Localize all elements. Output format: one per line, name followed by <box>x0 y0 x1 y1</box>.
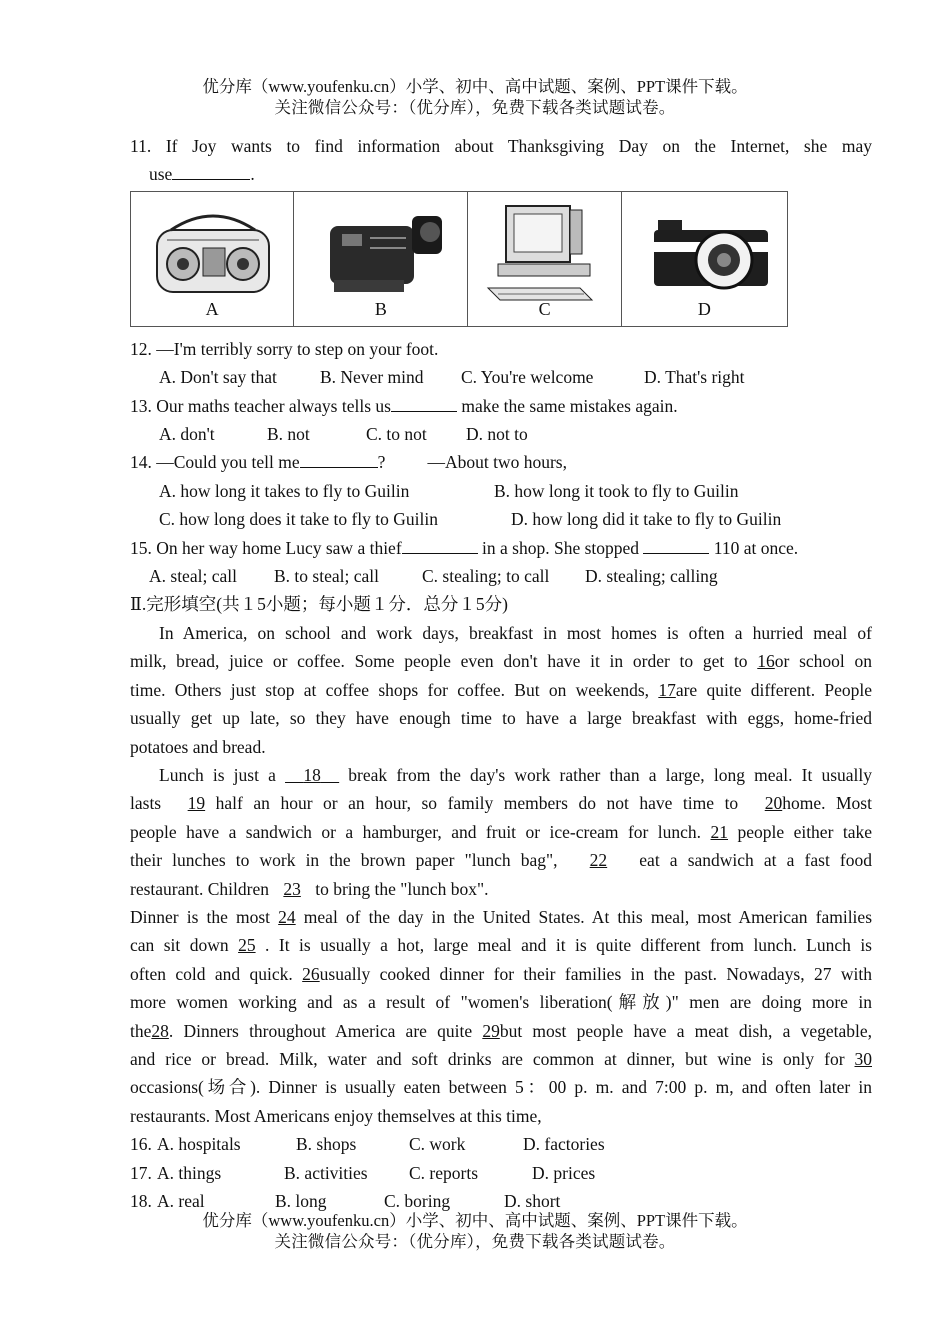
header-line-1: 优分库（www.youfenku.cn）小学、初中、高中试题、案例、PPT课件下载。 <box>202 77 748 96</box>
q14-option-b: B. how long it took to fly to Guilin <box>494 480 739 501</box>
q13-stem-start: 13. Our maths teacher always tells us <box>130 395 391 416</box>
passage-line <box>130 846 872 874</box>
passage-text: often cold and quick. <box>130 963 303 984</box>
q12-option-d: D. That's right <box>644 367 745 388</box>
q14-stem-start: 14. —Could you tell me <box>130 452 300 473</box>
picture-label-c: C <box>538 299 551 320</box>
q11-picture-c <box>468 192 621 326</box>
passage-text: are quite different. People <box>675 679 872 700</box>
blank-number-23: 23 <box>283 878 301 899</box>
passage-line: potatoes and bread. <box>130 736 266 757</box>
q14-options-row-2 <box>130 505 872 533</box>
q11-answer-blank <box>172 161 250 180</box>
blank-number-16: 16 <box>757 651 775 672</box>
q14-stem <box>130 448 872 476</box>
passage-text: eat a sandwich at a fast food <box>629 850 872 871</box>
passage-text: their lunches to work in the brown paper "lunch bag", <box>130 850 568 871</box>
exam-body <box>130 132 872 1215</box>
q11-picture-a <box>131 192 294 326</box>
q17-number: 17. <box>130 1162 157 1183</box>
blank-number-17: 17 <box>658 679 676 700</box>
passage-text: usually cooked dinner for their families in the past. Nowadays, 27 with <box>319 963 872 984</box>
question-13 <box>130 392 872 449</box>
q17-option-a: A. things <box>157 1162 222 1183</box>
passage-text: the <box>130 1020 152 1041</box>
passage-line <box>130 903 872 931</box>
passage-text: . It is usually a hot, large meal and it is quite different from lunch. Lunch is <box>255 935 872 956</box>
q15-option-a: A. steal; call <box>149 566 237 587</box>
passage-text: . Dinners throughout America are quite <box>168 1020 483 1041</box>
page-footer <box>0 1210 950 1252</box>
footer-line-2: 关注微信公众号：（优分库），免费下载各类试题试卷。 <box>274 1232 676 1251</box>
q18-option-b: B. long <box>275 1191 327 1211</box>
passage-line: restaurants. Most Americans enjoy themselves at this time, <box>130 1105 542 1126</box>
q12-options <box>130 363 872 391</box>
question-15 <box>130 534 872 591</box>
question-16 <box>130 1130 872 1158</box>
q15-answer-blank-2 <box>643 535 709 554</box>
q14-options-row-1 <box>130 477 872 505</box>
q11-picture-b <box>294 192 468 326</box>
q11-stem-period: . <box>250 164 255 185</box>
passage-text: Lunch is just a <box>159 764 286 785</box>
q12-option-a: A. Don't say that <box>159 367 277 388</box>
q12-option-b: B. Never mind <box>320 367 424 388</box>
question-12 <box>130 335 872 392</box>
passage-line <box>130 818 872 846</box>
passage-text: break from the day's work rather than a large, long meal. It usually <box>339 764 873 785</box>
picture-label-d: D <box>697 299 711 320</box>
passage-text: and rice or bread. Milk, water and soft drinks are common at dinner, but wine is only for <box>130 1048 855 1069</box>
q14-option-d: D. how long did it take to fly to Guilin <box>511 509 782 530</box>
blank-number-25: 25 <box>238 935 256 956</box>
q15-answer-blank-1 <box>402 535 478 554</box>
q13-option-b: B. not <box>267 424 310 445</box>
passage-line: In America, on school and work days, breakfast in most homes is often a hurried meal of <box>159 622 872 643</box>
question-14 <box>130 448 872 533</box>
passage-text: people have a sandwich or a hamburger, and fruit or ice-cream for lunch. <box>130 821 711 842</box>
q13-stem <box>130 392 872 420</box>
passage-line <box>130 676 872 704</box>
passage-line <box>130 875 872 903</box>
q16-number: 16. <box>130 1134 157 1155</box>
blank-number-30: 30 <box>854 1048 872 1069</box>
passage-line <box>130 647 872 675</box>
blank-number-29: 29 <box>482 1020 500 1041</box>
q13-stem-end: make the same mistakes again. <box>456 395 678 416</box>
q16-option-d: D. factories <box>523 1134 605 1155</box>
q13-option-a: A. don't <box>159 424 215 445</box>
picture-label-a: A <box>205 299 219 320</box>
q11-picture-options <box>130 191 788 327</box>
passage-text: half an hour or an hour, so family members do not have time to <box>205 793 749 814</box>
q16-option-a: A. hospitals <box>157 1134 241 1155</box>
passage-text: meal of the day in the United States. At this meal, most American families <box>295 906 873 927</box>
q15-option-c: C. stealing; to call <box>422 566 550 587</box>
q15-stem <box>130 534 872 562</box>
passage-line <box>130 1017 872 1045</box>
q16-option-b: B. shops <box>296 1134 357 1155</box>
q15-stem-end: 110 at once. <box>709 537 799 558</box>
q11-stem-line-2 <box>130 160 872 188</box>
passage-paragraph-1 <box>130 619 872 761</box>
question-17 <box>130 1159 872 1187</box>
blank-number-19: 19 <box>187 793 206 814</box>
q17-option-d: D. prices <box>532 1162 596 1183</box>
passage-text: milk, bread, juice or coffee. Some people even don't have it in order to get to <box>130 651 758 672</box>
passage-text: to bring the "lunch box". <box>310 878 489 899</box>
blank-number-24: 24 <box>278 906 296 927</box>
q15-option-b: B. to steal; call <box>274 566 379 587</box>
passage-line <box>130 761 872 789</box>
passage-line: usually get up late, so they have enough time to have a large breakfast with eggs, home-fried <box>130 708 872 729</box>
blank-number-20: 20 <box>764 793 783 814</box>
section-2-title: Ⅱ.完形填空(共１5小题；每小题１分．总分１5分) <box>130 594 508 615</box>
passage-text: can sit down <box>130 935 239 956</box>
q15-stem-middle: in a shop. She stopped <box>477 537 644 558</box>
passage-line <box>130 960 872 988</box>
q13-options <box>130 420 872 448</box>
q17-option-b: B. activities <box>284 1162 368 1183</box>
footer-line-1: 优分库（www.youfenku.cn）小学、初中、高中试题、案例、PPT课件下载。 <box>202 1211 748 1230</box>
blank-number-text: 18 <box>303 764 321 785</box>
q11-picture-d <box>622 192 787 326</box>
q18-option-a: A. real <box>157 1191 205 1211</box>
passage-line: more women working and as a result of "women's liberation(解放)" men are doing more in <box>130 992 872 1013</box>
q15-options <box>130 562 872 590</box>
blank-number-26: 26 <box>302 963 320 984</box>
q11-stem-line-1: 11. If Joy wants to find information about Thanksgiving Day on the Internet, she may <box>130 136 872 156</box>
passage-line <box>130 1045 872 1073</box>
passage-line <box>130 789 872 817</box>
q13-option-c: C. to not <box>366 424 427 445</box>
q12-stem: 12. —I'm terribly sorry to step on your foot. <box>130 338 439 359</box>
picture-label-b: B <box>374 299 387 320</box>
q15-stem-start: 15. On her way home Lucy saw a thief <box>130 537 402 558</box>
page-header <box>0 76 950 118</box>
q18-number: 18. <box>130 1191 157 1211</box>
q15-option-d: D. stealing; calling <box>585 566 718 587</box>
q11-stem-text: use <box>149 164 173 185</box>
q14-stem-qmark: ? <box>377 452 386 473</box>
q18-option-c: C. boring <box>384 1191 451 1211</box>
blank-number-22: 22 <box>589 850 608 871</box>
passage-line: occasions(场合). Dinner is usually eaten between 5：00 p. m. and 7:00 p. m, and often later in <box>130 1077 872 1098</box>
passage-text: Dinner is the most <box>130 906 279 927</box>
passage-paragraph-2 <box>130 761 872 903</box>
passage-text: restaurant. Children <box>130 878 274 899</box>
q16-option-c: C. work <box>409 1134 466 1155</box>
q14-option-c: C. how long does it take to fly to Guilin <box>159 509 439 530</box>
question-11 <box>130 132 872 327</box>
passage-text: but most people have a meat dish, a vegetable, <box>499 1020 872 1041</box>
passage-text: or school on <box>774 651 872 672</box>
q13-answer-blank <box>391 393 457 412</box>
header-line-2: 关注微信公众号：（优分库），免费下载各类试题试卷。 <box>274 98 676 117</box>
q17-option-c: C. reports <box>409 1162 479 1183</box>
passage-text: time. Others just stop at coffee shops for coffee. But on weekends, <box>130 679 659 700</box>
q18-option-d: D. short <box>504 1191 561 1211</box>
blank-number-28: 28 <box>151 1020 169 1041</box>
passage-text: home. Most <box>782 793 872 814</box>
blank-number-18 <box>285 765 339 785</box>
q14-option-a: A. how long it takes to fly to Guilin <box>159 480 410 501</box>
q14-stem-reply: —About two hours, <box>427 452 567 473</box>
blank-number-21: 21 <box>710 821 729 842</box>
passage-line <box>130 931 872 959</box>
passage-text: lasts <box>130 793 172 814</box>
q12-option-c: C. You're welcome <box>461 367 594 388</box>
passage-text: people either take <box>728 821 872 842</box>
q14-answer-blank <box>300 449 378 468</box>
q13-option-d: D. not to <box>466 424 528 445</box>
passage-paragraph-3 <box>130 903 872 1130</box>
